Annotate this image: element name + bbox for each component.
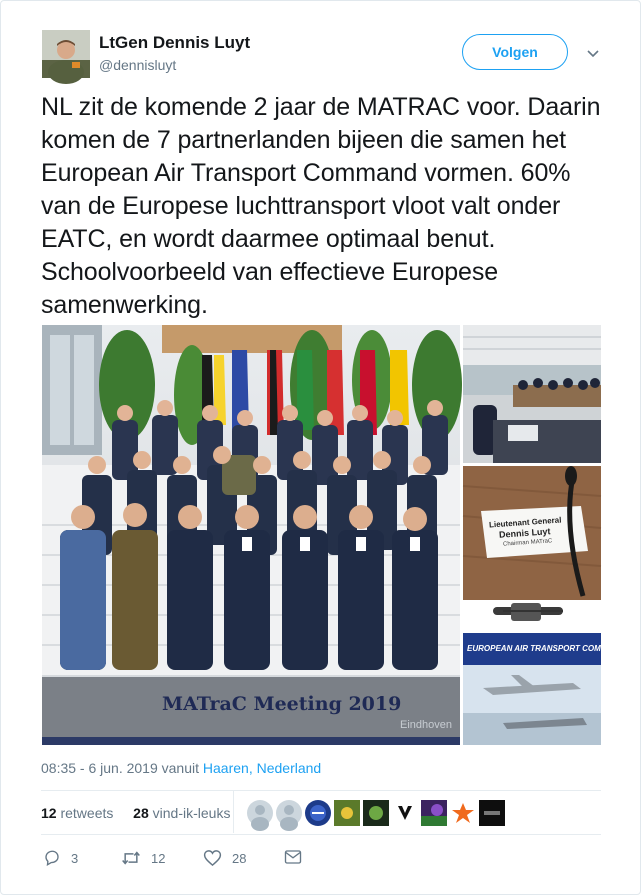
retweet-count: 12	[151, 850, 166, 866]
author-handle[interactable]: @dennisluyt	[99, 57, 177, 73]
liker-avatar[interactable]	[479, 800, 505, 826]
retweet-button[interactable]	[121, 849, 165, 867]
liker-avatar[interactable]	[363, 800, 389, 826]
liker-avatar[interactable]	[276, 800, 302, 826]
meeting-room-photo[interactable]	[463, 325, 601, 463]
direct-message-button[interactable]	[284, 849, 302, 865]
eatc-title: EUROPEAN AIR TRANSPORT COMMAND	[467, 644, 625, 653]
divider	[41, 834, 601, 835]
likes-stat-count: 28	[133, 805, 149, 821]
retweets-stat-count: 12	[41, 805, 57, 821]
stats-separator	[233, 791, 234, 833]
likes-stat-label: vind-ik-leuks	[152, 805, 231, 821]
nameplate-title: Lieutenant General	[488, 515, 562, 530]
reply-icon	[43, 849, 61, 867]
tweet-text: NL zit de komende 2 jaar de MATRAC voor. Daarin komen de 7 partnerlanden bijeen die samen het European Air Transport Command vormen. 60% van de Europese luchttransport vloot valt onder EATC, en wordt daarmee optimaal benut. Schoolvoorbeeld van effectieve Europese samenwerking.	[41, 93, 601, 319]
liker-avatar[interactable]	[392, 800, 418, 826]
chevron-down-icon[interactable]	[585, 45, 601, 61]
liker-avatar[interactable]	[247, 800, 273, 826]
likes-stat[interactable]	[133, 805, 230, 821]
media-grid[interactable]	[42, 325, 625, 745]
tweet-time[interactable]: 08:35 - 6 jun. 2019 vanuit	[41, 760, 200, 776]
liker-avatar[interactable]	[334, 800, 360, 826]
heart-icon	[203, 849, 222, 867]
retweets-stat[interactable]	[41, 805, 113, 821]
nameplate-name: Dennis Luyt	[498, 526, 551, 540]
banner-location: Eindhoven	[400, 719, 452, 731]
envelope-icon	[284, 849, 302, 865]
nameplate-role: Chairman MATraC	[502, 538, 553, 548]
retweets-stat-label: retweets	[60, 805, 114, 821]
like-count: 28	[232, 850, 247, 866]
author-avatar[interactable]	[42, 30, 90, 78]
group-photo[interactable]	[42, 325, 460, 745]
retweet-icon	[121, 849, 141, 867]
eatc-photo[interactable]	[463, 603, 625, 745]
liker-avatar[interactable]	[305, 800, 331, 826]
tweet-timestamp	[41, 760, 321, 776]
liker-avatar[interactable]	[450, 800, 476, 826]
tweet-location[interactable]: Haaren, Nederland	[202, 760, 322, 776]
nameplate-photo[interactable]	[463, 466, 601, 600]
divider	[41, 790, 601, 791]
reply-count: 3	[71, 850, 79, 866]
banner-text: MATraC Meeting 2019	[162, 693, 402, 715]
engagement-stats	[41, 805, 230, 821]
reply-button[interactable]	[43, 849, 78, 867]
follow-button[interactable]: Volgen	[462, 34, 568, 70]
like-button[interactable]	[203, 849, 246, 867]
liker-avatar[interactable]	[421, 800, 447, 826]
author-display-name[interactable]: LtGen Dennis Luyt	[99, 33, 251, 52]
